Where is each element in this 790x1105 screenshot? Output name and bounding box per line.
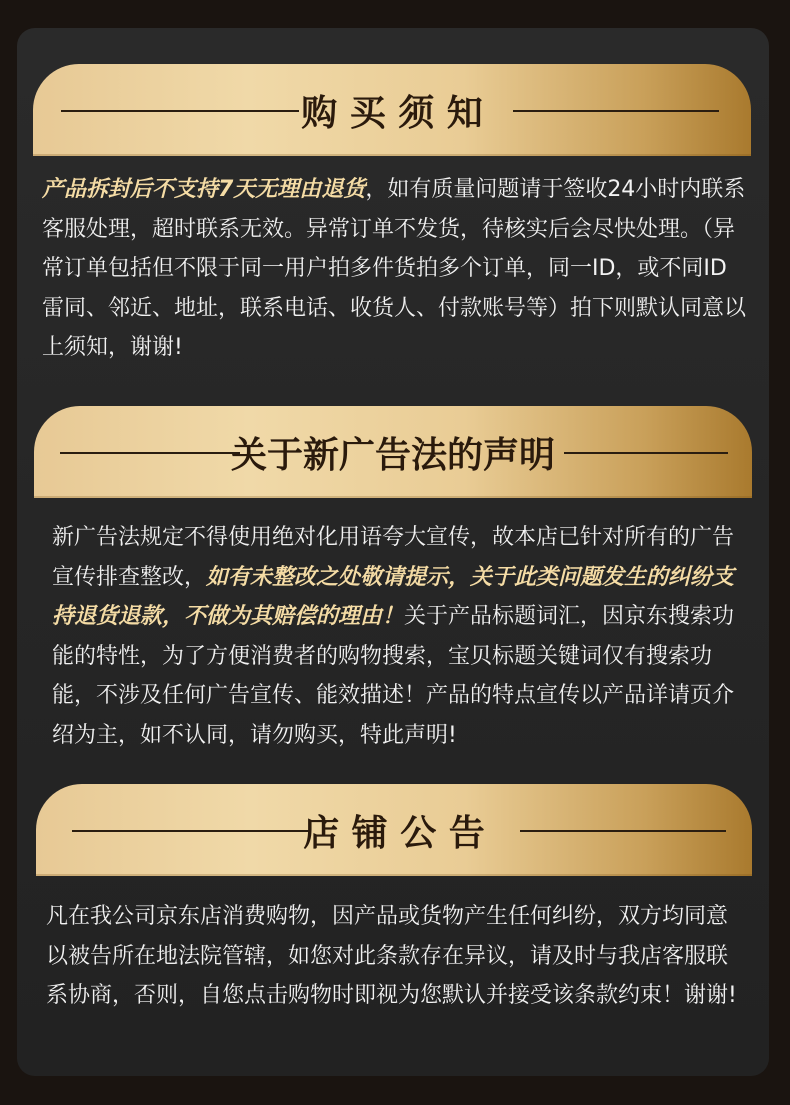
- purchase-notice-banner: [33, 64, 751, 156]
- store-notice-title: 店 铺 公 告: [303, 811, 485, 854]
- purchase-notice-text: [42, 170, 748, 368]
- store-notice-body: 凡在我公司京东店消费购物，因产品或货物产生任何纠纷，双方均同意以被告所在地法院管辖，如您对此条款存在异议，请及时与我店客服联系协商，否则，自您点击购物时即视为您默认并接受该条款约束！谢谢!: [46, 904, 737, 1008]
- store-notice-text: [46, 897, 746, 1016]
- ad-law-body-2: 关于产品标题词汇，因京东搜索功能的特性，为了方便消费者的购物搜索，宝贝标题关键词仅有搜索功能，不涉及任何广告宣传、能效描述！产品的特点宣传以产品详请页介绍为主，如不认同，请勿购买，特此声明!: [52, 604, 735, 748]
- purchase-notice-body: ，如有质量问题请于签收24小时内联系客服处理，超时联系无效。异常订单不发货，待核实后会尽快处理。（异常订单包括但不限于同一用户拍多件货拍多个订单，同一ID，或不同ID雷同、邻近、地址，联系电话、收货人、付款账号等）拍下则默认同意以上须知，谢谢!: [42, 177, 747, 360]
- ad-law-text: [52, 518, 738, 755]
- ad-law-body-1: 新广告法规定不得使用绝对化用语夸大宣传，故本店已针对所有的广告宣传排查整改，: [52, 525, 735, 590]
- ad-law-banner: [34, 406, 752, 498]
- ad-law-title: 关于新广告法的声明: [230, 433, 555, 476]
- purchase-notice-highlight: 产品拆封后不支持7天无理由退货: [42, 177, 366, 202]
- store-notice-banner: [36, 784, 752, 876]
- purchase-notice-title: 购 买 须 知: [301, 91, 483, 134]
- ad-law-highlight: 如有未整改之处敬请提示，关于此类问题发生的纠纷支持退货退款，不做为其赔偿的理由！: [52, 564, 735, 629]
